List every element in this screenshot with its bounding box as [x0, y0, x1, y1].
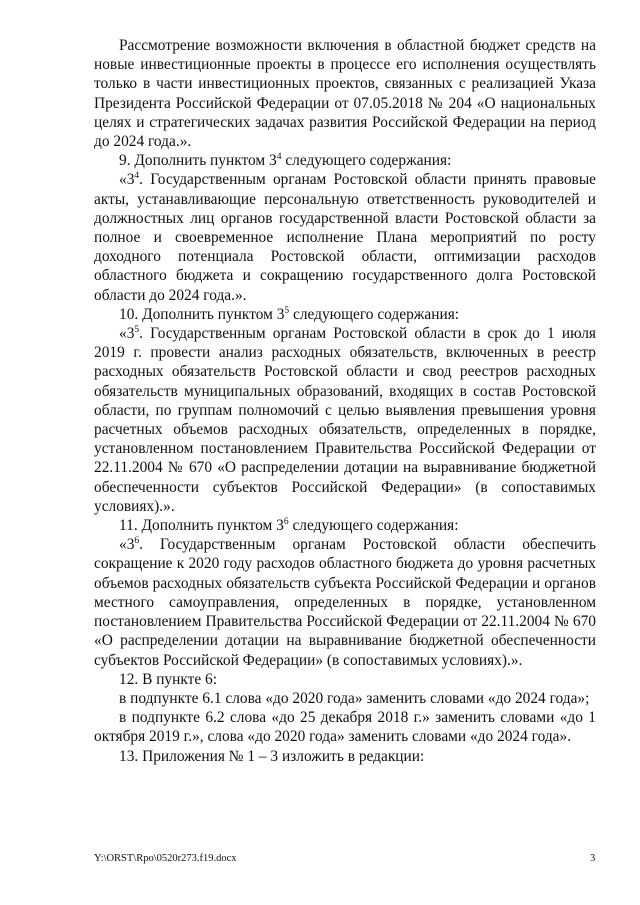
paragraph-point-3-4: «$3^4$. Государственным органам Ростовской области принять правовые акты, устанавливающие персональную ответственность руководителей и должностных лиц органов государственной власти Ростовской области за полное и своевременное исполнение Плана мероприятий по росту доходного потенциала Ростовской области, оптимизации расходов областного бюджета и сокращению государственного долга Ростовской области до 2024 года.». [94, 171, 596, 304]
paragraph-subpoint-6-1: в подпункте 6.1 слова «до 2020 года» заменить словами «до 2024 года»; [119, 689, 590, 707]
paragraph-item-10: 10. Дополнить пунктом $3^5$ следующего содержания: [119, 305, 460, 323]
paragraph-item-12: 12. В пункте 6: [119, 670, 218, 688]
paragraph-item-9: 9. Дополнить пунктом $3^4$ следующего содержания: [119, 152, 452, 170]
paragraph-subpoint-6-2: в подпункте 6.2 слова «до 25 декабря 2018 г.» заменить словами «до 1 октября 2019 г.», слова «до 2020 года» заменить словами «до 2024 года». [94, 709, 596, 746]
footer-file-path: Y:\ORST\Rpo\0520r273.f19.docx [94, 853, 237, 864]
paragraph-item-13: 13. Приложения № 1 – 3 изложить в редакции: [119, 747, 425, 765]
paragraph-investment-projects: Рассмотрение возможности включения в областной бюджет средств на новые инвестиционные проекты в процессе его исполнения осуществлять только в части инвестиционных проектов, связанных с реализацией Указа Президента Российской Федерации от 07.05.2018 № 204 «О национальных целях и стратегических задачах развития Российской Федерации на период до 2024 года.». [94, 37, 596, 151]
page-number: 3 [590, 853, 596, 864]
paragraph-point-3-5: «$3^5$. Государственным органам Ростовской области в срок до 1 июля 2019 г. провести анализ расходных обязательств, включенных в реестр расходных обязательств Ростовской области и свод реестров расходных обязательств муниципальных образований, входящих в состав Ростовской области, по группам полномочий с целью выявления превышения уровня расчетных объемов расходных обязательств, определенных в порядке, установленном постановлением Правительства Российской Федерации от 22.11.2004 № 670 «О распределении дотации на выравнивание бюджетной обеспеченности субъектов Российской Федерации» (в сопоставимых условиях).». [94, 325, 596, 515]
paragraph-item-11: 11. Дополнить пунктом $3^6$ следующего содержания: [119, 517, 459, 535]
paragraph-point-3-6: «$3^6$. Государственным органам Ростовской области обеспечить сокращение к 2020 году расходов областного бюджета до уровня расчетных объемов расходных обязательств субъекта Российской Федерации и органов местного самоуправления, определенных в порядке, установленном постановлением Правительства Российской Федерации от 22.11.2004 № 670 «О распределении дотации на выравнивание бюджетной обеспеченности субъектов Российской Федерации» (в сопоставимых условиях).». [94, 536, 596, 669]
document-body [94, 36, 596, 766]
